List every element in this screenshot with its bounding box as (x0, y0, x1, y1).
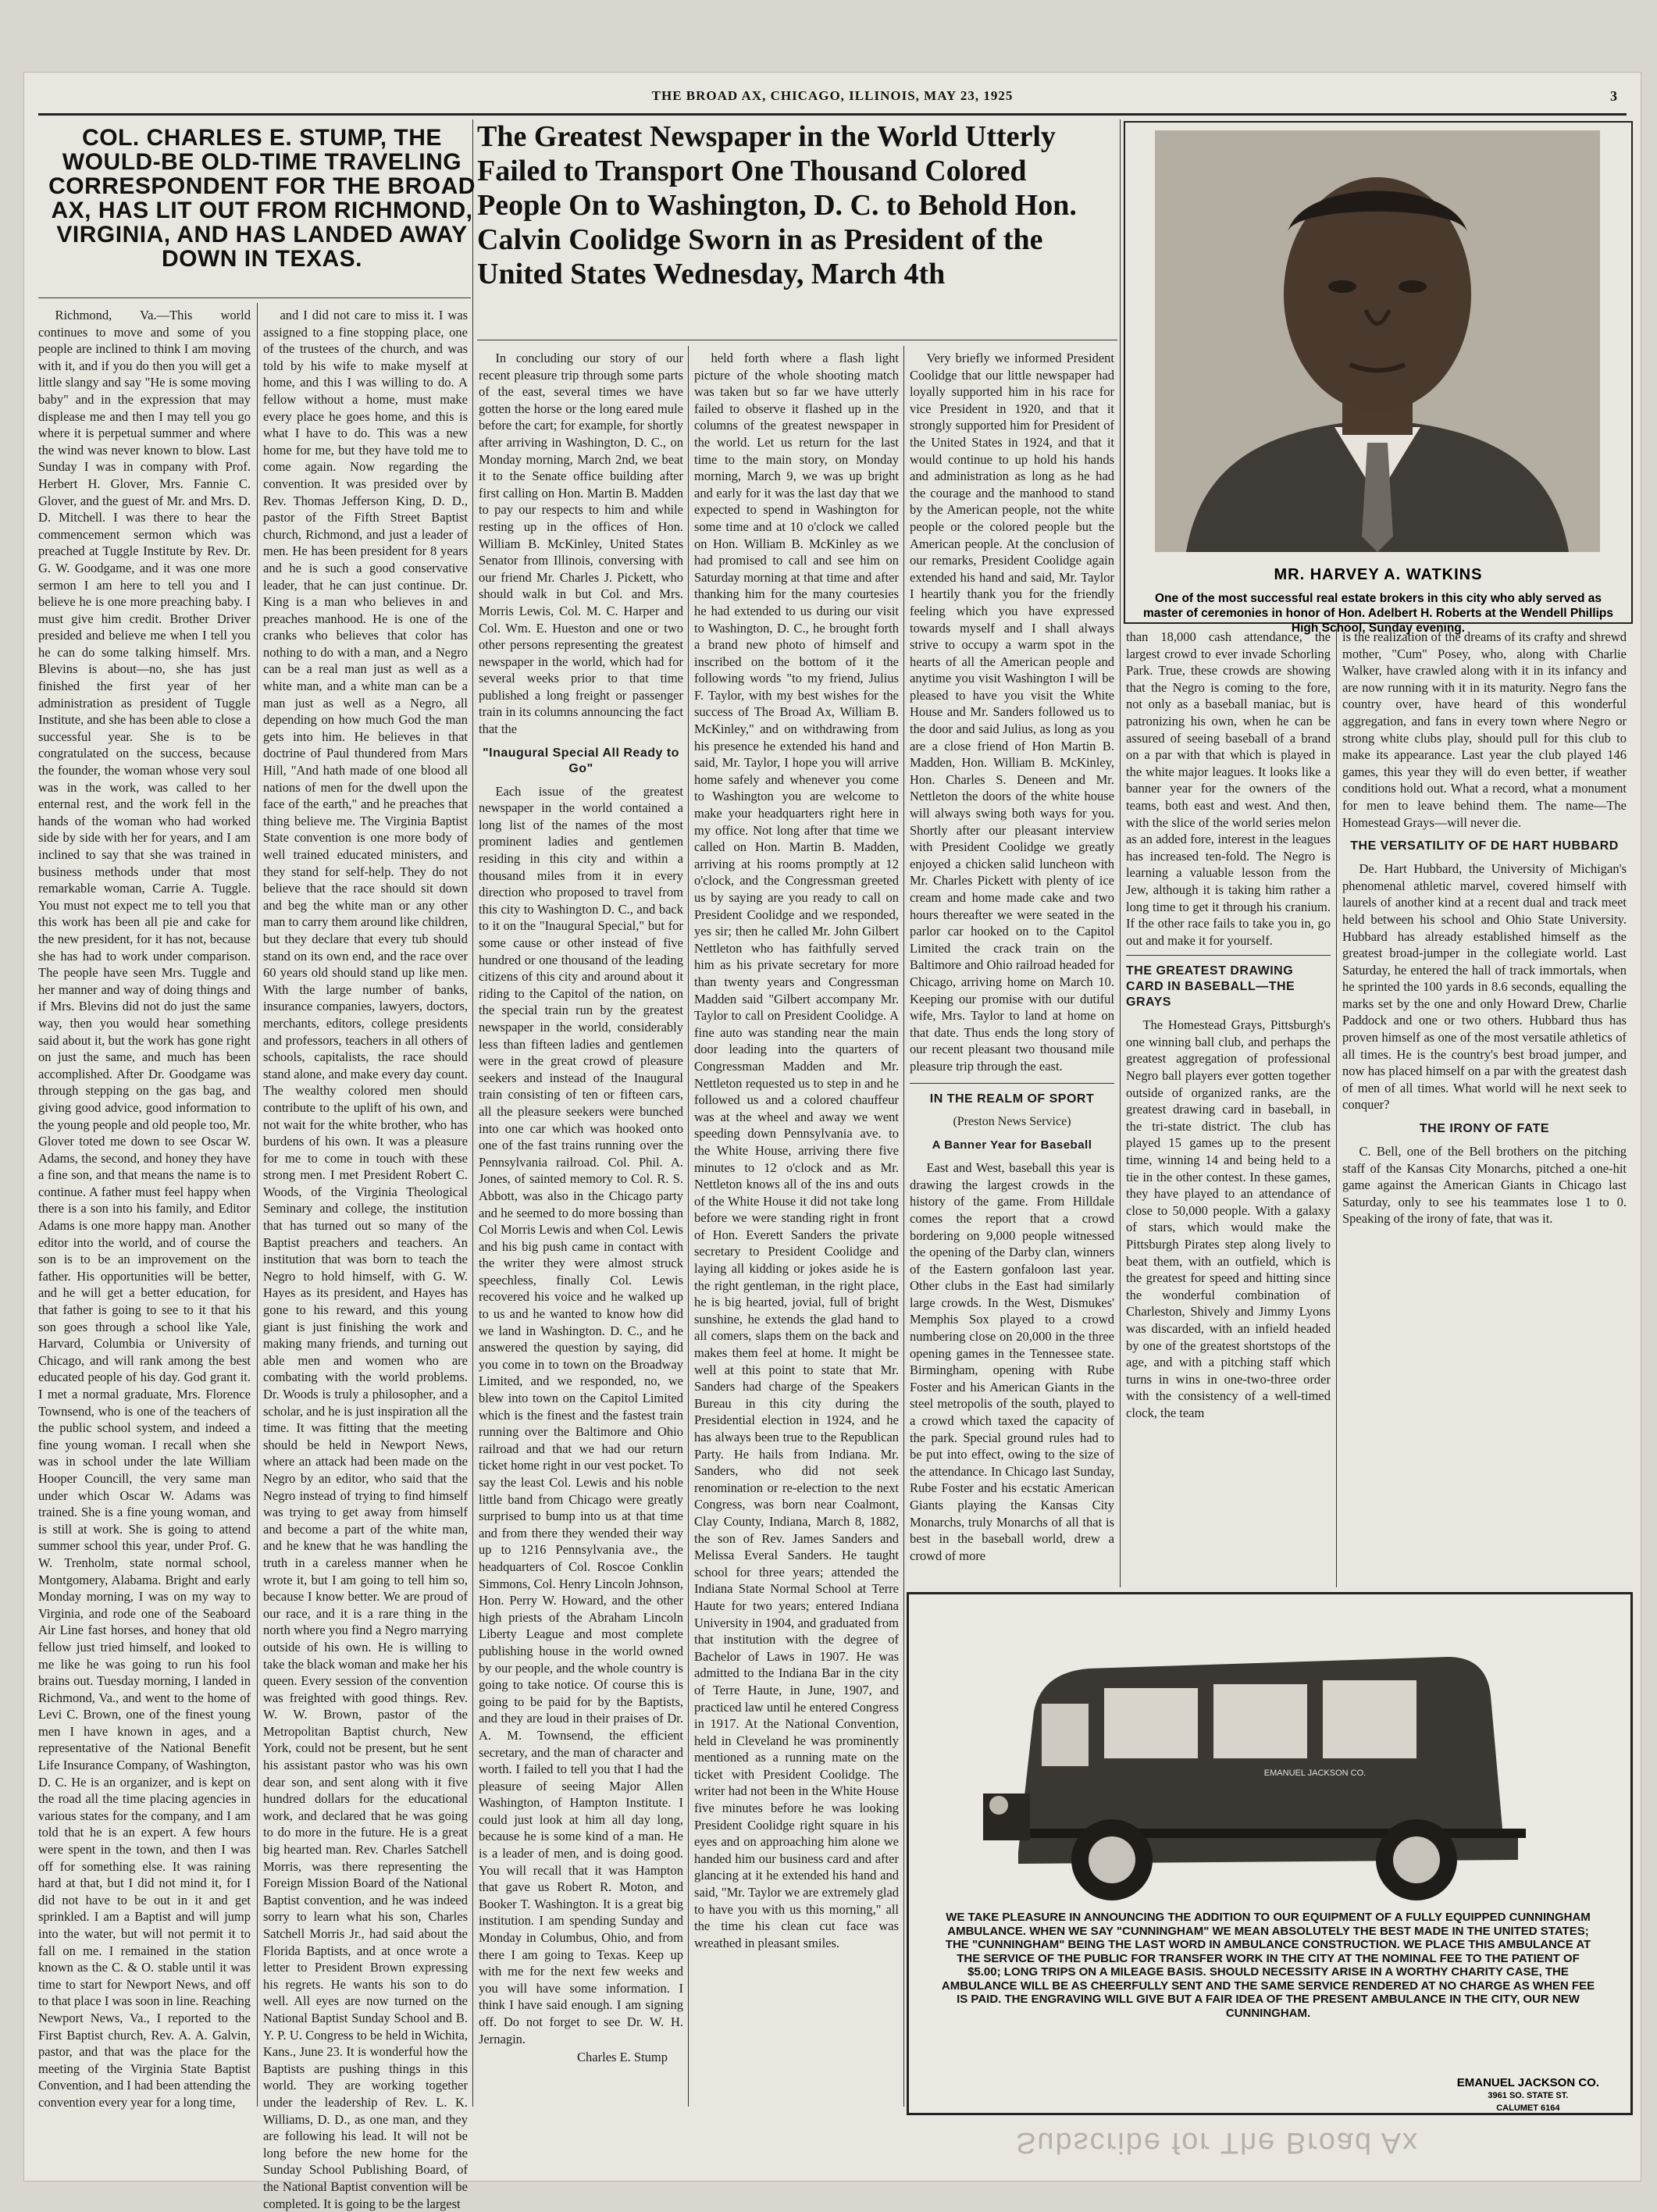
article-text: and I did not care to miss it. I was assigned to a fine stopping place, one of the trustees of the church, and was told by his wife to make myself at home, and this I was willing to do. A fellow without a home, must make every place he goes home, and this is what I have to do. This was a new home for me, but they have told me to come again. Now regarding the convention. It was presided over by Rev. Thomas Jefferson King, D. D., pastor of the Fifth Street Baptist church, Richmond, and just a leader of men. He has been president for 8 years and he is such a good conservative leader, that he can just continue. Dr. King is a man who believes in and preaches manhood. He is one of the cranks who believes that color has nothing to do with a man, and a Negro can be a real man just as well as a white man, and a white man can be a man just as well as a Negro, all depending on how much God the man gets into him. He believes in that doctrine of Paul thundered from Mars Hill, "And hath made of one blood all nations of men for the dwell upon the face of the earth," and he preaches that thing believe me. The Virginia Baptist State convention is one more body of well trained educated ministers, and they stand for self-help. They do not believe that the race should sit down and beg the white man or any other man to carry them around like children, but they declare that every tub should stand on its own end, and the race over 60 years old should stand up like men. With the large number of banks, insurance companies, lawyers, doctors, merchants, editors, college presidents and professors, teachers in all others of schools, capitalists, the race should stand alone, and make every day count. The wealthy colored men should contribute to the uplift of his own, and not wait for the white brother, who has burdens of his own. It was a pleasure for me to come in touch with these strong men. I met President Robert C. Woods, of the Virginia Theological Seminary and college, the institution that has turned out so many of the Baptist preachers and teachers. An institution that was born to teach the Negro to hold himself, with G. W. Hayes as its president, and Hayes has gone to his reward, and this young giant is just finishing the work and making many friends, and turning out able men and women who are combating with the world problems. Dr. Woods is truly a philosopher, and a scholar, and he is just inspiration all the time. It was fitting that the meeting should be held in Newport News, where an attack had been made on the Negro by an editor, who said that the Negro instead of trying to find himself was trying to get away from himself and become a part of the white man, and he knew that he was handling the truth in a careless manner when he wrote it, but I am going to tell him so, because I know better. We are proud of our race, and it is a rare thing in the north where you find a Negro marrying outside of his own. He is willing to take the black woman and make her his queen. Every session of the convention was freighted with good things. Rev. W. W. Brown, pastor of the Metropolitan Baptist church, New York, could not be present, but he sent his assistant pastor who was his own dear son, and sent along with it five hundred dollars for the educational work, and declared that he was going to do more in the future. He is a great big hearted man. Rev. Charles Satchell Morris, was there representing the Foreign Mission Board of the National Baptist convention, and he was indeed sorry to learn what his son, Charles Satchell Morris Jr., had said about the Florida Baptists, and at once wrote a letter to President Brown expressing his regrets. He wants his son to do well. All eyes are now turned on the National Baptist Sunday School and B. Y. P. U. Congress to be held in Wichita, Kans., June 23. It is wonderful how the Baptists are pushing things in this world. They are working together under the leadership of Rev. L. K. Williams, D. D., as one man, and they are following his lead. It will not be long before the new home for the Sunday School Publishing Board, of the National Baptist convention will be completed. It is going to be the largest (263, 308, 468, 2211)
irony-headline: THE IRONY OF FATE (1419, 1122, 1550, 1136)
byline-signature: Charles E. Stump (577, 2050, 668, 2065)
article-text: than 18,000 cash attendance, the largest crowd to ever invade Schorling Park. True, these crowds are showing that the Negro is coming to the fore, not only as a baseball maniac, but is patronizing his own, when he can be assured of seeing baseball of a brand on a par with that which is played in the white major leagues. It looks like a banner year for the owners of the teams, both east and west. And then, with the slice of the world series melon as an added fore, interest in the leagues has increased ten-fold. The Negro is learning a valuable lesson from the Jew, although it is taking him rather a long time to get it through his cranium. If the other race fails to take you in, go out and make it for yourself. (1126, 629, 1331, 948)
column-rule (688, 346, 689, 2107)
column-rule (1336, 629, 1337, 1587)
article-text: East and West, baseball this year is drawing the largest crowds in the history of the game. From Hilldale comes the report that a crowd bordering on 9,000 people witnessed the opening of the Darby clan, winners of the Eastern gonfaloon last year. Other clubs in the East had similarly large crowds. In the West, Dismukes' Memphis Sox played to a crowd numbering close on 20,000 in the three opening games in the Tennessee state. Birmingham, opening with Rube Foster and his American Giants in the steel metropolis of the south, played to a crowd which taxed the capacity of the park. Special ground rules had to be put into effect, owing to the size of the attendance. In Chicago last Sunday, Rube Foster and his ecstatic American Giants playing the Kansas City Monarchs, truly Monarchs of all that is best in the baseball world, drew a crowd of more (910, 1160, 1114, 1563)
portrait-box (1124, 121, 1633, 635)
column-rule (903, 346, 904, 2107)
ad-signature (1457, 2077, 1599, 2114)
inaugural-column-2 (694, 350, 899, 2103)
sport-column-2 (1126, 629, 1331, 1587)
article-text: In concluding our story of our recent pleasure trip through some parts of the east, several times we have gotten the horse or the long eared mule before the cart; for example, for shortly after arriving in Washington, D. C., on Monday morning, March 2nd, we beat it to the Senate office building after first calling on Hon. Martin B. Madden to pay our respects to him and while resting up in the offices of Hon. William B. McKinley, United States Senator from Illinois, conversing with our friend Mr. Charles J. Pickett, who should walk in but Col. and Mrs. Morris Lewis, Col. M. C. Harper and Col. Wm. E. Hueston and one or two other persons representing the greatest newspaper in the world, which had for several weeks prior to that time published a long freight or passenger train in its columns announcing the fact that the (479, 351, 683, 737)
article-text: Richmond, Va.—This world continues to move and some of you people are inclined to think I am moving with it, and if you do then you will get a little slangy and say "He is some moving baby" and in the expression that may displease me and then I may tell you go where it is perpetual summer and where the wind was never known to blow. Last Sunday I was in company with Prof. Herbert H. Glover, Mrs. Fannie C. Glover, and the guest of Mr. and Mrs. D. D. Mitchell. I was there to hear the commencement sermon which was preached at Tuggle Institute by Rev. Dr. G. W. Goodgame, and it was one more sermon I am here to tell you and I believe he is one more preaching baby. I must give him credit. Brother Driver presided and believe me when I tell you he can do some talking himself. Mrs. Blevins is about—no, she has just finished the first year of her administration as president of Tuggle Institute, and she has been able to close a successful year. She is to be congratulated on the success, because the founder, the woman whose very soul was in the work, was called to her enternal rest, and the work fell in the hands of the woman who had worked side by side with her for years, and I am inclined to say that she was trained in business methods under that most remarkable woman, Carrie A. Tuggle. You must not expect me to tell you that this work has been all pie and cake for the new president, for it has not, because she has had to work under comparison. The people have seen Mrs. Tuggle and her manner and way of doing things and if Mrs. Blevins did not do just the same way, then you would hear something said about it, but the work has gone right on just the same, and much has been accomplished. After Dr. Goodgame was through stepping on the gas bag, and giving good advice, good information to the young people and old people too, Mr. Glover toted me down to see Oscar W. Adams, the second, and honey they have a fine son, and that means the name is to continue. A father must feel happy when there is a son into his family, and Editor Adams is one more happy man. Another editor into the world, and of course the son is to be an improvement on the father. His opportunities will be better, and he will get a better education, for that father is going to see to it that his son goes through a school like Yale, Harvard, Columbia or University of Chicago, and will rank among the best educated people of his day. God grant it. I met a normal graduate, Mrs. Florence Townsend, who is one of the teachers of the public school system, and indeed a fine young woman. I recall when she was in school under the late William Hooper Councill, the very same man under which Oscar W. Adams was trained. She is a fine young woman, and is still at work. She is going to attend summer school this year, under Prof. G. W. Trenholm, state normal school, Montgomery, Alabama. Bright and early Monday morning, I was on my way to Virginia, and rode one of the Seaboard Air Line fast horses, and honey that old fellow just tried himself, and looked to me like he was going to run his fool brains out. Tuesday morning, I landed in Richmond, Va., and went to the home of Levi C. Brown, one of the finest young men I have known in ages, and a representative of the National Benefit Life Insurance Company, of Washington, D. C. He is an organizer, and is kept on the road all the time placing agencies in various states for the company, and I am told that he is an expert. A few hours were spent in the town, and then I was off for something else. It was raining hard at that, but I did not mind it, for I did not have to be out in it and get sprinkled. I am a Baptist and will jump into the water, but will not permit it to fall on me. I remained in the station known as the C. & O. stable until it was time to start for Newport News, and off to that place I was soon in line. Reaching Newport News, Va., I reported to the First Baptist church, Rev. A. A. Galvin, pastor, and that was the place for the meeting of the Virginia State Baptist Convention, and I had been attending the convention every year for a long time, (38, 308, 251, 2110)
ad-company: EMANUEL JACKSON CO. (1456, 2076, 1599, 2089)
news-service: (Preston News Service) (953, 1114, 1071, 1128)
article-text: held forth where a flash light picture of the whole shooting match was taken but so far we have utterly failed to observe it flashed up in the columns of the greatest newspaper in the world. Let us return for the last time to the main story, on Monday morning, March 9, we was up bright and early for it was the last day that we expected to spend in Washington for some time and at 10 o'clock we called on Hon. William B. McKinley as we had promised to call and see him on Saturday morning at that time and after thanking him for the many courtesies he had extended to us during our visit to Washington, D. C., he brought forth a brand new photo of himself and inscribed on the bottom of it the following words "to my friend, Julius F. Taylor, with my best wishes for the success of The Broad Ax, William B. McKinley," and on withdrawing from his presence he extended his hand and said, Mr. Taylor, I hope you will arrive home safely and whenever you come to Washington you are welcome to make your headquarters right here in my office. Not long after that time we called on Hon. Martin B. Madden, arriving at his rooms promptly at 12 o'clock, and the Congressman greeted us by saying are you ready to call on President Coolidge and we responded, yes sir; then he called Mr. John Gilbert Nettleton who has faithfully served him as his private secretary for more than twenty years and Congressman Madden said "Gilbert accompany Mr. Taylor to call on President Coolidge. A fine auto was standing near the main door leading into the quarters of Congressman Madden and Mr. Nettleton requested us to step in and he followed us and a colored chauffeur was at the wheel and away we went speeding down Pennsylvania ave. to the White House, arriving there five minutes to 12 o'clock and as Mr. Nettleton knows all of the ins and outs of the White House it did not take long before we were standing right in front of Hon. Everett Sanders the private secretary to President Coolidge and laying all kidding or jokes aside he is the right gentleman, in the right place, he is big hearted, jovial, full of bright sunshine, he extends the glad hand to all comers, slaps them on the back and makes them feel at home. It might be well at this point to state that Mr. Sanders had charge of the Speakers Bureau in this city during the Presidential election in 1924, and he has always been true to the Republican Party. He hails from Indiana. Mr. Sanders, who did not seek renomination or re-election to the next Congress, was born near Coalmont, Clay County, Indiana, March 8, 1882, the son of Rev. James Sanders and Melissa Everal Sanders. He taught school for three years; attended the Indiana State Normal School at Terre Haute for two years; entered Indiana University in 1904, and graduated from that institution with the degree of Bachelor of Laws in 1907. He was admitted to the Indiana Bar in the city of Terre Haute, in June, 1907, and practiced law until he entered Congress in 1917. At the National Convention, held in Cleveland he was prominently mentioned as a running mate on the ticket with President Coolidge. The writer had not been in the White House five minutes before he was looking President Coolidge right square in his eyes and on approaching him alone we handed him our business card and after glancing at it he extended his hand and said, "Mr. Taylor we are extremely glad to have you with us this morning," all the time his clean cut face was wreathed in pleasant smiles. (694, 351, 899, 1950)
ambulance-illustration (909, 1594, 1630, 1907)
article-text: Each issue of the greatest newspaper in the world contained a long list of the names of the most prominent ladies and gentlemen residing in this city and within a thousand miles from it in every direction who proposed to travel from this city to Washington D. C., and back to it on the "Inaugural Special," but for some cause or other instead of five hundred or one thousand of the leading citizens of this city and around about it riding to the Capitol of the nation, on the special train run by the greatest newspaper in the world, considerably less than fifteen ladies and gentlemen were in the great crowd of pleasure seekers and instead of the Inaugural train consisting of ten or fifteen cars, all the pleasure seekers were bunched into one car which was hooked onto one of the fast trains running over the Pennsylvania railroad. Col. Phil. A. Jones, of sainted memory to Col. R. S. Abbott, was also in the Chicago party and he seemed to do more bossing than Col Morris Lewis and when Col. Lewis and his big push came in contact with the writer they were almost struck speechless, finally Col. Lewis recovered his voice and he walked up to us and he wanted to know how did we land in Washington. D. C., and he answered the question by saying, did you come in to town on the Broadway Limited, and we responded, no, we blew into town on the Capitol Limited which is the finest and the fastest train running over the Baltimore and Ohio railroad and that we had our return ticket home right in our vest pocket. To say the least Col. Lewis and his noble little band from Chicago were greatly surprised to bump into us at that time and from there they wended their way up to 1216 Pennsylvania ave., the headquarters of Col. Roscoe Conklin Simmons, Col. Henry Lincoln Johnson, Hon. Perry W. Howard, and the other high priests of the Abraham Lincoln Liberty League and most complete publishing house in the world owned by our people, and the whole country is going to take notice. Of course this is going to be paid for by the Baptists, and they are loud in their praises of Dr. A. M. Townsend, the efficient secretary, and the man of character and worth. I failed to tell you that I had the pleasure of seeing Major Allen Washington, of Hampton Institute. I could just look at him all day long, because he is some kind of a man. He is a leader of men, and is doing good. You will recall that it was Hampton that gave us Robert R. Moton, and Booker T. Washington. It is a great big institution. I am spending Sunday and Monday in Columbus, Ohio, and from there I am going to Texas. Keep up with me for the next few weeks and you will have some information. I think I have said enough. I am signing off. Do not forget to see Dr. W. H. Jernagin. (479, 783, 683, 2046)
section-rule (910, 1083, 1114, 1084)
ad-phone: CALUMET 6164 (1496, 2103, 1560, 2113)
ad-address: 3961 SO. STATE ST. (1488, 2091, 1569, 2100)
column-rule (257, 303, 258, 2107)
article-text: The Homestead Grays, Pittsburgh's one winning ball club, and perhaps the greatest aggregation of professional Negro ball players ever gotten together outside of organized ranks, are the greatest drawing card in baseball, in the tri-state district. The club has played 15 games up to the present time, winning 14 and being held to a tie in the other contest. In these games, they have played to an attendance of close to 50,000 people. With a galaxy of stars, which would make the Pittsburgh Pirates step along lively to beat them, with an outfield, which is the greatest for speed and hitting since the wonderful combination of Charleston, Shively and Jimmy Lyons was discarded, with an infield headed by one of the greatest shortstops of the age, and with a pitching staff which turns in wins in one-two-three order with the consistency of a well-timed clock, the team (1126, 1017, 1331, 1420)
ambulance-advertisement (907, 1592, 1633, 2115)
newspaper-page (23, 72, 1641, 2211)
article-subhead: "Inaugural Special All Ready to Go" (483, 746, 679, 775)
masthead: THE BROAD AX, CHICAGO, ILLINOIS, MAY 23, 1925 (651, 88, 1014, 103)
column-rule (472, 119, 473, 2107)
portrait-caption-text: One of the most successful real estate brokers in this city who ably served as master of ceremonies in honor of Hon. Adelbert H. Roberts at the Wendell Phillips High School, Sunday evening. (1142, 592, 1613, 635)
column-rule (1120, 119, 1121, 1587)
stump-headline: COL. CHARLES E. STUMP, THE WOULD-BE OLD-TIME TRAVELING CORRESPONDENT FOR THE BROAD AX, HAS LIT OUT FROM RICHMOND, VIRGINIA, AND HAS LANDED AWAY DOWN IN TEXAS. (48, 125, 476, 272)
grays-headline: THE GREATEST DRAWING CARD IN BASEBALL—THE GRAYS (1126, 964, 1295, 1010)
inaugural-headline: The Greatest Newspaper in the World Utterly Failed to Transport One Thousand Colored People On to Washington, D. C. to Behold Hon. Calvin Coolidge Sworn in as President of the United States Wednesday, March 4th (477, 120, 1077, 290)
hubbard-headline: THE VERSATILITY OF DE HART HUBBARD (1350, 839, 1619, 853)
page-number: 3 (1610, 88, 1617, 104)
sport-section-head: IN THE REALM OF SPORT (929, 1092, 1095, 1106)
vehicle-sign: EMANUEL JACKSON CO. (1263, 1769, 1367, 1778)
section-rule (1126, 955, 1331, 956)
portrait-photo (1155, 130, 1600, 552)
portrait-illustration (1155, 130, 1600, 552)
masthead-rule (38, 113, 1627, 116)
inaugural-column-1 (479, 350, 683, 2103)
ad-copy: WE TAKE PLEASURE IN ANNOUNCING THE ADDITION TO OUR EQUIPMENT OF A FULLY EQUIPPED CUNNINGHAM AMBULANCE. WHEN WE SAY "CUNNINGHAM" WE MEAN ABSOLUTELY THE BEST MADE IN THE UNITED STATES; THE "CUNNINGHAM" BEING THE LAST WORD IN AMBULANCE CONSTRUCTION. WE PLACE THIS AMBULANCE AT THE SERVICE OF THE PUBLIC FOR TRANSFER WORK IN THE CITY AT THE NOMINAL FEE TO THE PATIENT OF $5.00; LONG TRIPS ON A MILEAGE BASIS. SHOULD NECESSITY ARISE IN A WORTHY CHARITY CASE, THE AMBULANCE WILL BE AS CHEERFULLY SENT AND THE SAME SERVICE RENDERED AT NO CHARGE AS WHEN FEE IS PAID. THE ENGRAVING WILL GIVE BUT A FAIR IDEA OF THE PRESENT AMBULANCE IN THE CITY, OUR NEW CUNNINGHAM. (941, 1911, 1595, 2020)
stump-column-1 (38, 307, 251, 2110)
sport-column-3 (1342, 629, 1627, 1587)
sport-subhead: A Banner Year for Baseball (932, 1138, 1092, 1152)
bleed-through-text: Subscribe for The Broad Ax (1016, 2126, 1419, 2159)
stump-column-2 (263, 307, 468, 2211)
article-text: De. Hart Hubbard, the University of Michigan's phenomenal athletic marvel, covered himself with laurels of another kind at a recent dual and track meet held between his school and Ohio State University. Hubbard has already established himself as the greatest broad-jumper in the collegiate world. Last Saturday, he entered the hall of track immortals, when he sprinted the 100 yards in 8.6 seconds, equalling the marks set by the one and only Howard Drew, Charlie Paddock and one or two others. Hubbard thus has proven himself as one of the most versatile athletics of all times. He is the country's best broad jumper, and now has placed himself on a par with the greatest dash of men of all times. What world will he next seek to conquer? (1342, 861, 1627, 1113)
article-text: Very briefly we informed President Coolidge that our little newspaper had loyally supported him in his race for vice President in 1920, and that it strongly supported him for President of the United States in 1924, and that it would continue to up hold his hands and administration as long as he had the courage and the manhood to stand by the American people, not the white people or the colored people but the American people. At the conclusion of our remarks, President Coolidge again extended his hand and said, Mr. Taylor I heartily thank you for the friendly feeling which you have expressed towards myself and I shall always strive to occupy a warm spot in the hearts of all the American people and anytime you visit Washington I will be pleased to have you visit the White House and Mr. Sanders followed us to the door and said Julius, as long as you are a close friend of Hon Martin B. Madden, Hon. William B. McKinley, Hon. Charles S. Deneen and Mr. Nettleton the doors of the white house will always swing both ways for you. Shortly after our pleasant interview with President Coolidge we greatly enjoyed a chicken salid luncheon with Mr. Charles Pickett with plenty of ice cream and home made cake and two hours thereafter we were seated in the parlor car hooked on to the Capitol Limited the crack train on the Baltimore and Ohio railroad headed for Chicago, arriving home on March 10. Keeping our promise with our dutiful wife, Mrs. Taylor to land at home on that date. Thus ends the long story of our recent pleasant two thousand mile pleasure trip through the east. (910, 351, 1114, 1074)
article-text: C. Bell, one of the Bell brothers on the pitching staff of the Kansas City Monarchs, pitched a one-hit game against the American Giants in Chicago last Saturday, only to see his teammates lose 1 to 0. Speaking of the irony of fate, that was it. (1342, 1144, 1627, 1227)
article-text: is the realization of the dreams of its crafty and shrewd mother, "Cum" Posey, who, along with Charlie Walker, have crawled along with it in its infancy and are now running with it in its maturity. Negro fans the country over, have heard of this wonderful aggregation, and fans in every town where Negro or strong white clubs play, should pull for this club to make its appearance. Last year the club played 146 games, this year they will do even better, if weather conditions hold out. What a record, what a monument for men to leave behind them. The name—The Homestead Grays—will never die. (1342, 629, 1627, 830)
portrait-caption-name: MR. HARVEY A. WATKINS (1274, 566, 1483, 583)
inaugural-column-3 (910, 350, 1114, 1587)
